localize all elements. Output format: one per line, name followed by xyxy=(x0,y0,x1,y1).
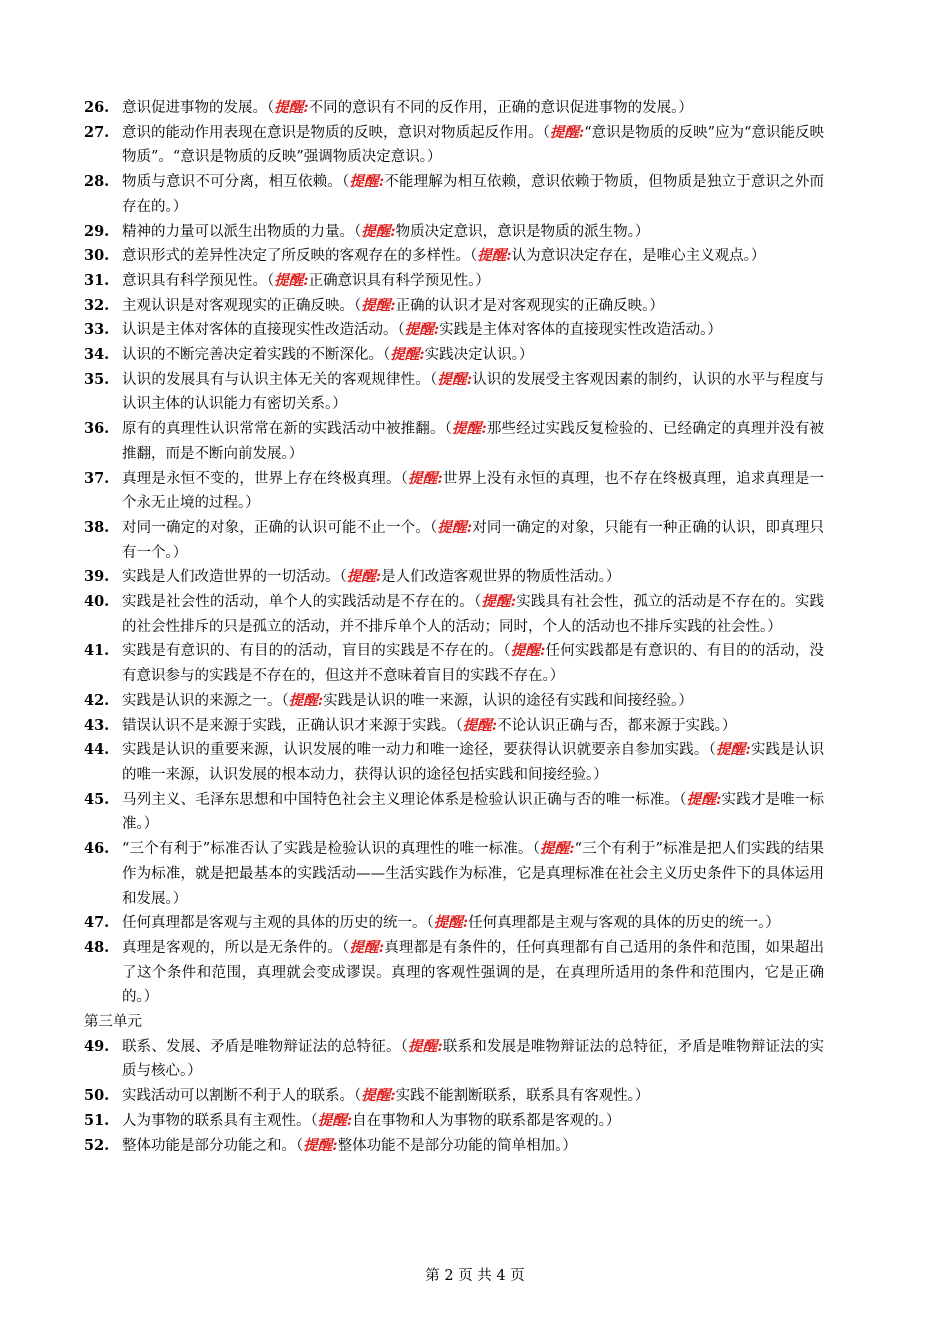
list-item xyxy=(84,936,824,1010)
item-text xyxy=(122,1035,824,1084)
list-item xyxy=(84,1035,824,1084)
list-item xyxy=(84,244,824,269)
tip-label: 提醒: xyxy=(481,593,517,611)
item-text xyxy=(122,516,824,565)
item-number: 38. xyxy=(84,518,110,536)
item-hint: 真理都是有条件的，任何真理都有自己适用的条件和范围，如果超出了这个条件和范围，真理就会变成谬误。真理的客观性强调的是，在真理所适用的条件和范围内，它是正确的。） xyxy=(122,939,825,1006)
item-statement: 任何真理都是客观与主观的具体的历史的统一。（ xyxy=(122,915,434,932)
item-statement: 认识是主体对客体的直接现实性改造活动。（ xyxy=(122,322,405,339)
item-text xyxy=(122,220,824,245)
item-hint: 物质决定意识，意识是物质的派生物。） xyxy=(395,223,650,240)
tip-label: 提醒: xyxy=(716,741,751,759)
tip-label: 提醒: xyxy=(349,938,385,956)
list-item xyxy=(84,343,824,368)
item-statement: 物质与意识不可分离，相互依赖。（ xyxy=(122,174,350,191)
item-hint: “意识是物质的反映”应为“意识能反映物质”。“意识是物质的反映”强调物质决定意识。） xyxy=(122,124,824,166)
item-text xyxy=(122,565,824,590)
list-item xyxy=(84,837,824,911)
item-text xyxy=(122,417,824,466)
item-number: 28. xyxy=(84,173,110,191)
tip-label: 提醒: xyxy=(404,321,440,339)
item-hint: 实践是主体对客体的直接现实性改造活动。） xyxy=(439,322,722,339)
item-text xyxy=(122,590,824,639)
item-text xyxy=(122,689,824,714)
tip-label: 提醒: xyxy=(361,296,396,314)
item-number: 44. xyxy=(84,741,110,759)
item-hint: 实践才是唯一标准。） xyxy=(122,791,825,833)
list-item xyxy=(84,788,824,837)
item-hint: 不论认识正确与否，都来源于实践。） xyxy=(497,717,737,734)
tip-label: 提醒: xyxy=(452,420,487,438)
item-number: 47. xyxy=(84,914,110,932)
item-text xyxy=(122,368,824,417)
tip-label: 提醒: xyxy=(361,222,396,240)
tip-label: 提醒: xyxy=(346,568,382,586)
item-text xyxy=(122,936,824,1010)
tip-label: 提醒: xyxy=(686,790,722,808)
item-hint: 联系和发展是唯物辩证法的总特征，矛盾是唯物辩证法的实质与核心。） xyxy=(122,1038,825,1080)
item-statement: 意识的能动作用表现在意识是物质的反映，意识对物质起反作用。（ xyxy=(122,124,550,141)
list-item xyxy=(84,417,824,466)
item-text xyxy=(122,318,824,343)
item-statement: 实践是人们改造世界的一切活动。（ xyxy=(122,569,347,586)
item-statement: 意识形式的差异性决定了所反映的客观存在的多样性。（ xyxy=(122,248,478,265)
tip-label: 提醒: xyxy=(510,642,546,660)
tip-label: 提醒: xyxy=(408,469,443,487)
list-item xyxy=(84,269,824,294)
list-item xyxy=(84,639,824,688)
list-item xyxy=(84,1084,824,1109)
item-hint: 正确意识具有科学预见性。） xyxy=(308,272,490,289)
item-text xyxy=(122,788,824,837)
list-item xyxy=(84,738,824,787)
tip-label: 提醒: xyxy=(408,1037,443,1055)
item-number: 48. xyxy=(84,938,110,956)
item-hint: 正确的认识才是对客观现实的正确反映。） xyxy=(395,297,664,314)
list-item xyxy=(84,689,824,714)
tip-label: 提醒: xyxy=(462,716,498,734)
tip-label: 提醒: xyxy=(390,346,425,364)
item-text xyxy=(122,96,824,121)
section-title: 第三单元 xyxy=(84,1014,142,1031)
item-hint: 不能理解为相互依赖，意识依赖于物质，但物质是独立于意识之外而存在的。） xyxy=(122,174,825,215)
item-number: 41. xyxy=(84,642,110,660)
item-text xyxy=(122,738,824,787)
item-number: 40. xyxy=(84,593,110,611)
item-text xyxy=(122,1109,824,1134)
item-text xyxy=(122,269,824,294)
item-statement: 实践是有意识的、有目的的活动，盲目的实践是不存在的。（ xyxy=(122,643,511,660)
item-hint: 对同一确定的对象，只能有一种正确的认识，即真理只有一个。） xyxy=(122,519,825,561)
item-list xyxy=(84,96,824,1158)
item-number: 32. xyxy=(84,296,110,314)
tip-label: 提醒: xyxy=(288,691,324,709)
item-statement: 真理是客观的，所以是无条件的。（ xyxy=(122,939,350,956)
list-item xyxy=(84,220,824,245)
item-number: 35. xyxy=(84,370,110,388)
item-hint: 整体功能不是部分功能的简单相加。） xyxy=(337,1137,577,1154)
list-item xyxy=(84,1109,824,1134)
list-item xyxy=(84,467,824,516)
item-text xyxy=(122,911,824,936)
item-text xyxy=(122,714,824,739)
item-number: 30. xyxy=(84,247,110,265)
list-item xyxy=(84,318,824,343)
item-number: 29. xyxy=(84,222,110,240)
item-number: 31. xyxy=(84,271,110,289)
item-hint: 不同的意识有不同的反作用，正确的意识促进事物的发展。） xyxy=(308,100,693,116)
tip-label: 提醒: xyxy=(549,123,585,141)
item-number: 33. xyxy=(84,321,110,339)
item-statement: 主观认识是对客观现实的正确反映。（ xyxy=(122,297,362,314)
item-text xyxy=(122,837,824,911)
item-number: 51. xyxy=(84,1111,110,1129)
item-text xyxy=(122,1084,824,1109)
item-hint: 实践是认识的唯一来源，认识的途径有实践和间接经验。） xyxy=(323,692,693,709)
item-hint: 实践是认识的唯一来源，认识发展的根本动力，获得认识的途径包括实践和间接经验。） xyxy=(122,742,825,783)
item-statement: 认识的不断完善决定着实践的不断深化。（ xyxy=(122,347,391,364)
list-item xyxy=(84,1134,824,1159)
item-hint: “三个有利于”标准是把人们实践的结果作为标准，就是把最基本的实践活动——生活实践作为标准，它是真理标准在社会主义历史条件下的具体运用和发展。） xyxy=(122,841,825,907)
item-statement: 整体功能是部分功能之和。（ xyxy=(122,1137,304,1154)
item-number: 26. xyxy=(84,99,110,116)
list-item xyxy=(84,714,824,739)
list-item xyxy=(84,170,824,219)
tip-label: 提醒: xyxy=(433,914,469,932)
item-number: 50. xyxy=(84,1087,110,1105)
list-item xyxy=(84,516,824,565)
item-statement: 真理是永恒不变的，世界上存在终极真理。（ xyxy=(122,470,409,487)
tip-label: 提醒: xyxy=(274,99,309,116)
item-number: 42. xyxy=(84,691,110,709)
item-hint: 任何真理都是主观与客观的具体的历史的统一。） xyxy=(468,915,780,932)
list-item xyxy=(84,911,824,936)
tip-label: 提醒: xyxy=(437,518,473,536)
tip-label: 提醒: xyxy=(540,840,575,858)
item-statement: 实践是社会性的活动，单个人的实践活动是不存在的。（ xyxy=(122,594,482,611)
item-hint: 认为意识决定存在，是唯心主义观点。） xyxy=(511,248,766,265)
item-number: 46. xyxy=(84,840,110,858)
item-number: 36. xyxy=(84,420,110,438)
item-text xyxy=(122,1134,824,1159)
tip-label: 提醒: xyxy=(349,173,385,191)
item-statement: 认识的发展具有与认识主体无关的客观规律性。（ xyxy=(122,371,438,388)
list-item xyxy=(84,590,824,639)
item-hint: 实践不能割断联系，联系具有客观性。） xyxy=(395,1088,650,1105)
item-number: 27. xyxy=(84,123,110,141)
item-statement: 联系、发展、矛盾是唯物辩证法的总特征。（ xyxy=(122,1038,409,1055)
item-hint: 是人们改造客观世界的物质性活动。） xyxy=(381,569,621,586)
item-number: 37. xyxy=(84,469,110,487)
item-statement: 人为事物的联系具有主观性。（ xyxy=(122,1112,318,1129)
list-item xyxy=(84,565,824,590)
item-statement: 马列主义、毛泽东思想和中国特色社会主义理论体系是检验认识正确与否的唯一标准。（ xyxy=(122,791,687,808)
item-statement: 对同一确定的对象，正确的认识可能不止一个。（ xyxy=(122,519,438,536)
item-number: 45. xyxy=(84,790,110,808)
item-number: 39. xyxy=(84,568,110,586)
item-number: 49. xyxy=(84,1037,110,1055)
item-number: 34. xyxy=(84,346,110,364)
tip-label: 提醒: xyxy=(437,370,473,388)
item-text xyxy=(122,467,824,516)
item-statement: 精神的力量可以派生出物质的力量。（ xyxy=(122,223,362,240)
item-statement: 实践是认识的重要来源，认识发展的唯一动力和唯一途径，要获得认识就要亲自参加实践。（ xyxy=(122,742,716,759)
item-number: 52. xyxy=(84,1136,110,1154)
list-item xyxy=(84,368,824,417)
tip-label: 提醒: xyxy=(303,1136,338,1154)
item-text xyxy=(122,244,824,269)
item-text xyxy=(122,343,824,368)
item-text xyxy=(122,294,824,319)
page-footer: 第 2 页 共 4 页 xyxy=(425,1268,525,1284)
item-number: 43. xyxy=(84,716,110,734)
item-text xyxy=(122,121,824,170)
tip-label: 提醒: xyxy=(317,1111,353,1129)
item-hint: 任何实践都是有意识的、有目的的活动，没有意识参与的实践是不存在的，但这并不意味着盲目的实践不存在。） xyxy=(122,643,824,685)
tip-label: 提醒: xyxy=(361,1087,396,1105)
item-statement: 实践是认识的来源之一。（ xyxy=(122,692,289,709)
item-hint: 实践决定认识。） xyxy=(424,347,534,364)
item-statement: 原有的真理性认识常常在新的实践活动中被推翻。（ xyxy=(122,421,453,438)
item-statement: “三个有利于”标准否认了实践是检验认识的真理性的唯一标准。（ xyxy=(122,841,541,858)
item-hint: 自在事物和人为事物的联系都是客观的。） xyxy=(352,1112,621,1129)
item-statement: 实践活动可以割断不利于人的联系。（ xyxy=(122,1088,362,1105)
item-statement: 错误认识不是来源于实践，正确认识才来源于实践。（ xyxy=(122,717,463,734)
item-hint: 那些经过实践反复检验的、已经确定的真理并没有被推翻，而是不断向前发展。） xyxy=(122,421,824,462)
item-hint: 实践具有社会性，孤立的活动是不存在的。实践的社会性排斥的只是孤立的活动，并不排斥单个人的活动；同时，个人的活动也不排斥实践的社会性。） xyxy=(122,594,824,635)
item-hint: 世界上没有永恒的真理，也不存在终极真理，追求真理是一个永无止境的过程。） xyxy=(122,470,825,512)
item-text xyxy=(122,170,824,219)
list-item xyxy=(84,96,824,121)
list-item xyxy=(84,121,824,170)
list-item xyxy=(84,294,824,319)
item-hint: 认识的发展受主客观因素的制约，认识的水平与程度与认识主体的认识能力有密切关系。） xyxy=(122,371,825,413)
tip-label: 提醒: xyxy=(477,247,512,265)
item-statement: 意识具有科学预见性。（ xyxy=(122,272,275,289)
item-text xyxy=(122,639,824,688)
item-statement: 意识促进事物的发展。（ xyxy=(122,100,275,116)
tip-label: 提醒: xyxy=(274,271,309,289)
